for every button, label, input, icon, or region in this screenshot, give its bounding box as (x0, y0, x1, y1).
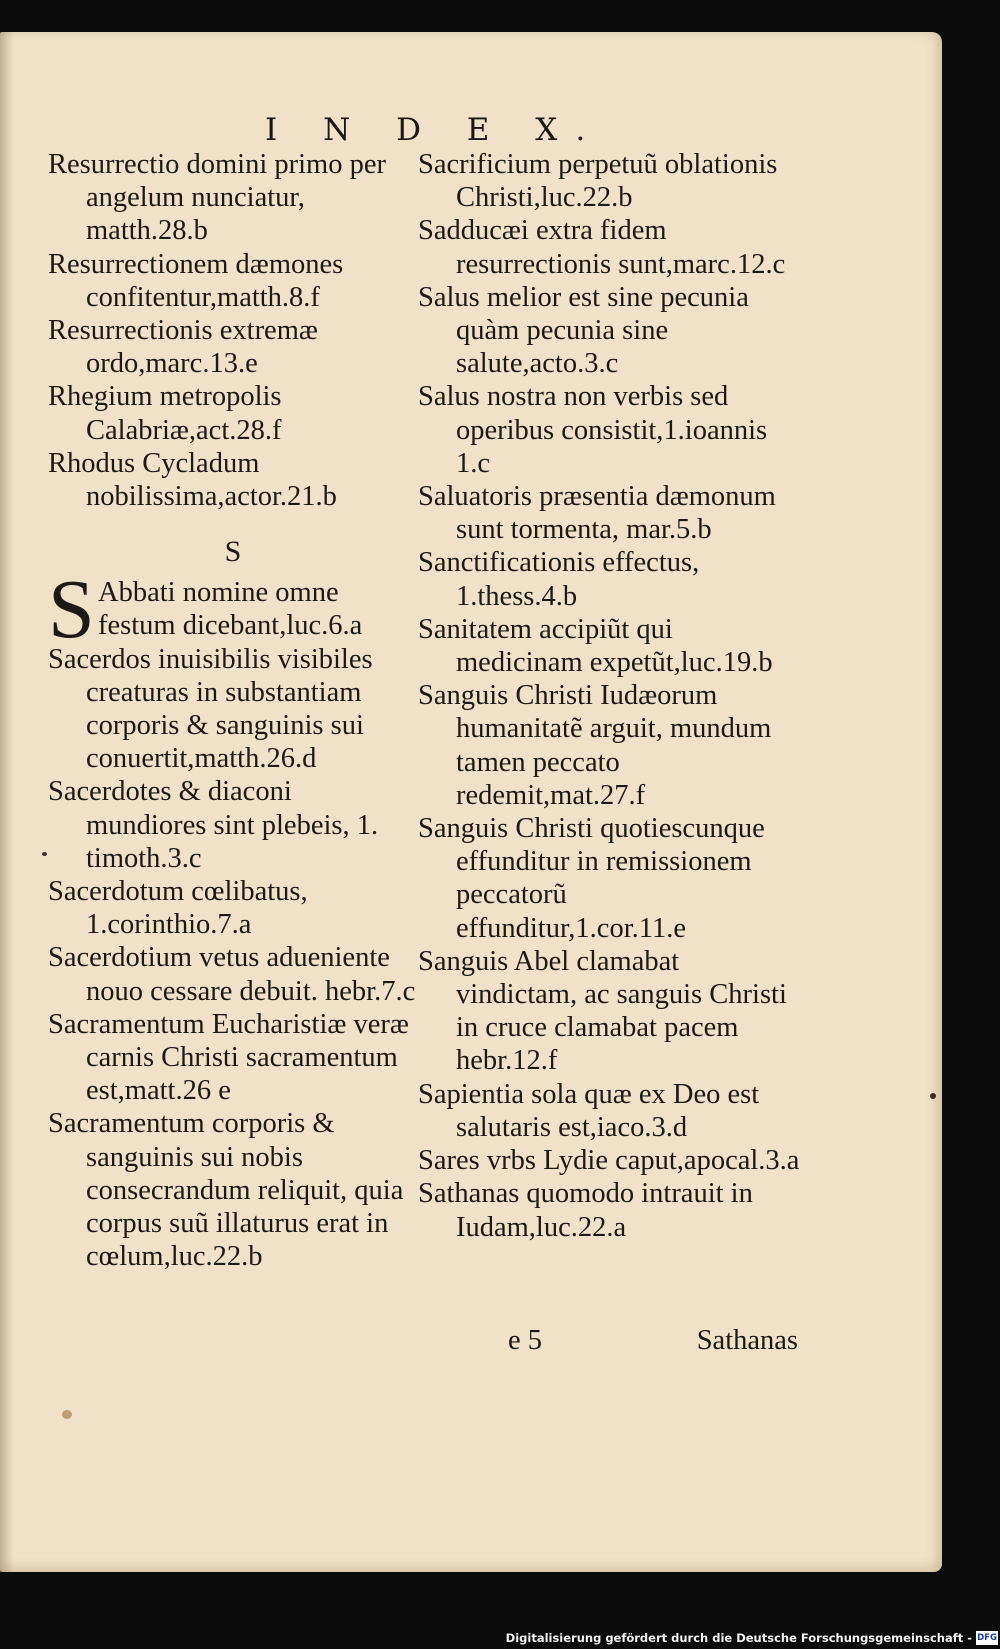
index-column-right (418, 148, 803, 1244)
index-entry: Salus melior est sine pecunia quàm pecunia sine salute,acto.3.c (418, 281, 749, 380)
paper-stain (62, 1410, 72, 1419)
index-entry: Rhodus Cycladum nobilissima,actor.21.b (48, 447, 337, 513)
index-column-left (48, 148, 418, 1274)
index-entry: Sanguis Abel clamabat vindictam, ac sanguis Christi in cruce clamabat pacem hebr.12.f (418, 945, 787, 1077)
ink-speck (42, 852, 47, 856)
signature-mark: e 5 (508, 1325, 543, 1356)
ink-speck (930, 1093, 936, 1099)
index-entry: Sares vrbs Lydie caput,apocal.3.a (418, 1145, 800, 1177)
index-entry: Sacerdos inuisibilis visibiles creaturas in substantiam corporis & sanguinis sui conuertit,matth.26.d (48, 643, 373, 775)
index-entry: Sanguis Christi Iudæorum humanitatẽ arguit, mundum tamen peccato redemit,mat.27.f (418, 680, 772, 811)
index-entry: Resurrectio domini primo per angelum nunciatur, matth.28.b (48, 149, 386, 247)
index-entry: Sacerdotum cœlibatus, 1.corinthio.7.a (48, 876, 308, 941)
page-gutter-shadow (0, 32, 14, 1572)
book-page (0, 32, 942, 1572)
index-entry: Sadducæi extra fidem resurrectionis sunt,marc.12.c (418, 215, 786, 280)
index-entry: Sacerdotium vetus adueniente nouo cessare debuit. hebr.7.c (48, 942, 416, 1007)
index-entry: Sapientia sola quæ ex Deo est salutaris est,iaco.3.d (418, 1078, 760, 1143)
dfg-logo-icon: DFG (977, 1633, 997, 1643)
index-entry: Sacramentum corporis & sanguinis sui nobis consecrandum reliquit, quia corpus suũ illaturus erat in cœlum,luc.22.b (48, 1108, 404, 1273)
catchword: Sathanas (696, 1325, 798, 1356)
index-entry: Saluatoris præsentia dæmonum sunt tormenta, mar.5.b (418, 481, 776, 546)
index-entry: Sacrificium perpetuũ oblationis Christi,luc.22.b (418, 149, 778, 214)
funding-credit: Digitalisierung gefördert durch die Deutsche Forschungsgemeinschaft - (505, 1631, 972, 1645)
index-entry: Salus nostra non verbis sed operibus consistit,1.ioannis 1.c (418, 381, 768, 479)
index-entry: Sacerdotes & diaconi mundiores sint plebeis, 1. timoth.3.c (48, 776, 379, 874)
index-entry: Sanitatem accipiũt qui medicinam expetũt,luc.19.b (418, 613, 773, 679)
index-entry: Resurrectionem dæmones confitentur,matth.8.f (48, 248, 344, 313)
credit-bar (0, 1625, 1000, 1649)
index-entry: Sanctificationis effectus, 1.thess.4.b (418, 547, 700, 612)
index-entry: Resurrectionis extremæ ordo,marc.13.e (48, 315, 318, 380)
dropcap-entry-text: Abbati nomine omne festum dicebant,luc.6.a (98, 577, 363, 642)
index-entry: Rhegium metropolis Calabriæ,act.28.f (48, 381, 282, 446)
section-letter-heading: S (224, 535, 242, 569)
index-entry: Sanguis Christi quotiescunque effunditur in remissionem peccatorũ effunditur,1.cor.11.e (418, 813, 765, 944)
index-entry: Sathanas quomodo intrauit in Iudam,luc.22.a (418, 1178, 753, 1243)
index-entry-dropcap (48, 563, 418, 657)
running-head: I N D E X. (265, 112, 604, 148)
index-entry: Sacramentum Eucharistiæ veræ carnis Christi sacramentum est,matt.26 e (48, 1008, 409, 1107)
dropcap-initial: S (48, 563, 95, 657)
